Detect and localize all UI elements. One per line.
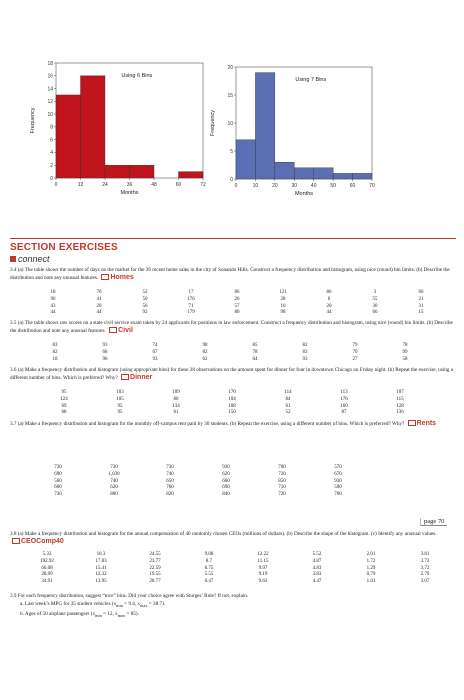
table-cell: 150 <box>228 410 236 416</box>
table-cell: 68 <box>102 349 108 355</box>
table-cell: 86 <box>326 290 332 295</box>
table-cell: 660 <box>222 478 230 484</box>
section-top-rule <box>10 238 456 239</box>
table-cell: 850 <box>278 478 286 484</box>
table-cell: 3.83 <box>312 572 322 578</box>
table-cell: 134 <box>172 403 180 409</box>
table-cell: 760 <box>166 485 174 491</box>
table-cell: 176 <box>187 296 195 302</box>
table-cell: 730 <box>110 465 118 470</box>
table-cell: 92 <box>142 310 148 316</box>
histogram-bar <box>275 162 294 179</box>
table-cell: 6 <box>327 296 331 302</box>
y-tick-label: 0 <box>230 176 233 183</box>
table-cell: 600 <box>54 485 62 491</box>
table-cell: 82 <box>302 343 308 348</box>
y-tick-label: 12 <box>47 99 53 106</box>
table-cell: 103 <box>116 390 124 395</box>
table-cell: 26 <box>234 296 240 302</box>
table-cell: 84 <box>285 396 291 402</box>
table-cell: 95 <box>117 403 123 409</box>
table-cell: 179 <box>187 310 195 316</box>
dataset-tag-civil[interactable]: Civil <box>109 327 133 335</box>
y-tick-label: 5 <box>230 148 233 155</box>
table-cell: 740 <box>110 478 118 484</box>
y-tick-label: 6 <box>50 137 53 144</box>
rents-table <box>30 465 366 499</box>
table-cell: 74 <box>152 343 158 348</box>
table-cell: 160 <box>340 403 348 409</box>
connect-icon <box>10 256 16 262</box>
chart-title: Using 6 Bins <box>121 73 153 79</box>
table-cell: 3.81 <box>420 552 430 557</box>
table-cell: 70 <box>352 349 358 355</box>
table-cell: 730 <box>166 465 174 470</box>
table-cell: 9.19 <box>258 572 268 578</box>
table-cell: 30 <box>372 303 378 309</box>
table-cell: 670 <box>334 471 342 477</box>
table-cell: 9.97 <box>258 565 268 571</box>
table-cell: 44 <box>50 310 56 316</box>
table-row <box>20 572 452 579</box>
table-cell: 3.72 <box>420 558 430 564</box>
table-cell: 930 <box>334 478 342 484</box>
table-cell: 115 <box>396 396 404 402</box>
table-cell: 1.72 <box>366 558 376 564</box>
histogram-bar <box>179 172 204 178</box>
table-cell: 8.7 <box>205 558 213 564</box>
table-row <box>30 485 366 492</box>
table-cell: 93 <box>102 343 108 348</box>
table-cell: 104 <box>228 396 236 402</box>
table-cell: 109 <box>172 390 180 395</box>
ceo-compensation-table <box>20 552 452 586</box>
data-file-icon <box>12 538 20 544</box>
table-cell: 23.77 <box>149 558 161 564</box>
x-tick-label: 70 <box>369 183 375 189</box>
exercise-3-9-a: a. Last week’s MPG for 35 student vehicles ($x_{min} = 9.4$, $x_{max} = 38.7$). <box>20 601 166 609</box>
x-tick-label: 0 <box>54 182 58 188</box>
table-cell: 82 <box>52 349 58 355</box>
table-cell: 500 <box>334 485 342 491</box>
table-cell: 80 <box>234 310 240 316</box>
histogram-bar <box>255 73 274 179</box>
table-cell: 61 <box>173 410 179 416</box>
x-tick-label: 36 <box>126 182 133 188</box>
dataset-tag-homes[interactable]: Homes <box>101 274 133 282</box>
table-cell: 27 <box>352 356 358 362</box>
table-cell: 107 <box>396 390 404 395</box>
table-cell: 17.83 <box>95 558 107 564</box>
table-cell: 95 <box>117 410 123 416</box>
table-cell: 18.3 <box>96 552 106 557</box>
table-cell: 12.32 <box>95 572 107 578</box>
table-cell: 20 <box>96 303 102 309</box>
table-cell: 22.59 <box>149 565 161 571</box>
histogram-bar <box>56 95 81 178</box>
table-cell: 108 <box>228 403 236 409</box>
table-cell: 820 <box>166 492 174 498</box>
table-row <box>30 472 366 479</box>
table-cell: 1,030 <box>108 471 120 477</box>
table-cell: 3.07 <box>420 579 430 585</box>
y-tick-label: 8 <box>50 124 53 131</box>
table-cell: 83 <box>302 349 308 355</box>
table-cell: 52 <box>142 290 148 295</box>
table-cell: 68 <box>61 410 67 416</box>
table-cell: 28 <box>280 296 286 302</box>
table-cell: 44 <box>326 310 332 316</box>
table-cell: 34.91 <box>41 579 53 585</box>
table-row <box>30 350 430 357</box>
table-cell: 840 <box>222 492 230 498</box>
table-cell: 730 <box>54 465 62 470</box>
table-cell: 44 <box>96 310 102 316</box>
x-tick-label: 30 <box>291 183 298 189</box>
table-cell: 650 <box>166 478 174 484</box>
table-cell: 114 <box>284 390 292 395</box>
table-cell: 710 <box>278 485 286 491</box>
table-cell: 192.92 <box>40 558 54 564</box>
table-cell: 720 <box>278 492 286 498</box>
exercise-3-4: 3.4 (a) The table shows the number of days on the market for the 36 recent home sales in the city of Sonando Hills. Construct a frequency distribution and histogram, using nice (round) bin limits. (b) Describe the distribution and note any unusual features. Homes <box>10 267 450 282</box>
homes-table <box>30 290 444 317</box>
y-tick-label: 15 <box>227 92 233 99</box>
table-cell: 57 <box>234 303 240 309</box>
table-cell: 66 <box>372 310 378 316</box>
histogram-bar <box>333 173 352 179</box>
table-cell: 20 <box>326 303 332 309</box>
table-cell: 67 <box>152 349 158 355</box>
table-cell: 86 <box>234 290 240 295</box>
table-cell: 1.29 <box>366 565 376 571</box>
table-cell: 4.83 <box>312 565 322 571</box>
table-row <box>36 397 428 404</box>
table-cell: 620 <box>222 471 230 477</box>
data-file-icon <box>408 420 416 426</box>
table-cell: 176 <box>340 396 348 402</box>
table-cell: 87 <box>341 410 347 416</box>
table-row <box>36 390 428 397</box>
table-cell: 5.55 <box>204 572 214 578</box>
y-tick-label: 10 <box>47 111 53 118</box>
table-cell: 105 <box>116 396 124 402</box>
table-cell: 28.09 <box>41 572 53 578</box>
table-cell: 124 <box>60 396 68 402</box>
x-tick-label: 24 <box>102 182 108 188</box>
exercise-3-8: 3.8 (a) Make a frequency distribution and histogram for the annual compensation of 40 randomly chosen CEOs (millions of dollars). (b) Describe the shape of the histogram. (c) Identify any unusual values. CEOComp40 <box>10 531 437 546</box>
exercise-3-9-b: b. Ages of 50 airplane passengers ($x_{min} = 12$, $x_{max} = 85$). <box>20 611 139 619</box>
table-cell: 4.87 <box>312 558 322 564</box>
table-cell: 20.77 <box>149 579 161 585</box>
table-cell: 18 <box>50 290 56 295</box>
table-cell: 93 <box>302 356 308 362</box>
table-cell: 930 <box>222 465 230 470</box>
table-cell: 79 <box>352 343 358 348</box>
table-cell: 96 <box>102 356 108 362</box>
table-cell: 15 <box>418 310 424 316</box>
table-row <box>20 559 452 566</box>
table-cell: 80 <box>173 396 179 402</box>
table-cell: 71 <box>188 303 194 309</box>
table-cell: 56 <box>142 303 148 309</box>
x-tick-label: 20 <box>272 183 278 189</box>
table-cell: 61 <box>285 403 291 409</box>
table-cell: 82 <box>202 349 208 355</box>
x-tick-label: 12 <box>77 182 84 188</box>
x-tick-label: 40 <box>310 183 317 189</box>
table-cell: 69 <box>61 403 67 409</box>
data-file-icon <box>109 327 117 333</box>
y-tick-label: 20 <box>227 64 233 71</box>
dinner-table <box>36 390 428 417</box>
dataset-tag-rents[interactable]: Rents <box>408 420 436 428</box>
y-axis-label: Frequency <box>210 110 216 136</box>
y-tick-label: 10 <box>227 120 233 127</box>
data-file-icon <box>101 274 109 280</box>
y-axis-label: Frequency <box>30 107 36 134</box>
table-cell: 43 <box>50 303 56 309</box>
histogram-bar <box>353 173 372 179</box>
section-title: SECTION EXERCISES <box>10 242 118 253</box>
table-cell: 31 <box>418 303 424 309</box>
table-cell: 5.52 <box>312 552 322 557</box>
dataset-tag-dinner[interactable]: Dinner <box>121 374 152 382</box>
table-cell: 12.22 <box>257 552 269 557</box>
exercise-3-7: 3.7 (a) Make a frequency distribution and histogram for the monthly off-campus rent paid by 30 students. (b) Repeat the exercise, using a different number of bins. Which is preferred? Why? Rents <box>10 420 437 427</box>
table-cell: 78 <box>252 349 258 355</box>
exercise-3-5: 3.5 (a) The table shows raw scores on a state civil service exam taken by 24 applicants for positions in law enforcement. Construct a frequency distribution and histogram, using nice (round) bin limits. (b) Describe the distribution and note any unusual features. Civil <box>10 320 453 335</box>
table-cell: 690 <box>222 485 230 491</box>
table-cell: 78 <box>402 343 408 348</box>
x-tick-label: 48 <box>151 182 157 188</box>
table-cell: 6.75 <box>204 565 214 571</box>
x-tick-label: 0 <box>234 183 238 189</box>
x-tick-label: 50 <box>330 183 336 189</box>
x-tick-label: 60 <box>349 183 356 189</box>
table-cell: 17 <box>188 290 194 295</box>
table-row <box>20 579 452 586</box>
table-cell: 95 <box>61 390 67 395</box>
table-row <box>36 410 428 417</box>
y-tick-label: 18 <box>47 60 53 67</box>
table-row <box>30 357 430 364</box>
table-cell: 0.79 <box>366 572 376 578</box>
table-cell: 800 <box>110 492 118 498</box>
table-cell: 96 <box>50 296 56 302</box>
table-cell: 99 <box>402 349 408 355</box>
table-cell: 15.41 <box>95 565 107 571</box>
x-tick-label: 10 <box>252 183 259 189</box>
table-cell: 3.72 <box>420 565 430 571</box>
histogram-bar <box>314 168 333 179</box>
histogram-figure <box>0 0 464 235</box>
histogram-bar <box>81 76 106 178</box>
table-row <box>20 566 452 573</box>
table-cell: 560 <box>54 478 62 484</box>
table-cell: 55 <box>372 296 378 302</box>
table-cell: 113 <box>340 390 348 395</box>
table-cell: 690 <box>54 471 62 477</box>
histogram-bar <box>236 140 255 179</box>
table-row <box>30 343 430 350</box>
table-cell: 58 <box>402 356 408 362</box>
table-cell: 18 <box>52 356 58 362</box>
table-row <box>36 404 428 411</box>
table-cell: 2.01 <box>366 552 376 557</box>
y-tick-label: 0 <box>50 175 53 182</box>
histogram-bar <box>130 165 155 178</box>
x-axis-label: Months <box>294 191 314 197</box>
y-tick-label: 2 <box>50 163 53 170</box>
histogram-bar <box>105 165 130 178</box>
table-cell: 98 <box>202 343 208 348</box>
x-tick-label: 60 <box>175 182 182 188</box>
table-row <box>30 465 366 472</box>
table-cell: 6.47 <box>204 579 214 585</box>
table-cell: 85 <box>252 343 258 348</box>
table-cell: 700 <box>334 492 342 498</box>
table-cell: 4.47 <box>312 579 322 585</box>
table-cell: 62 <box>202 356 208 362</box>
table-cell: 136 <box>396 410 404 416</box>
table-row <box>30 304 444 311</box>
table-cell: 21 <box>418 296 424 302</box>
histogram-6-bins <box>30 61 206 196</box>
x-axis-label: Months <box>120 190 139 196</box>
table-cell: 128 <box>396 403 404 409</box>
exercise-3-9: 3.9 For each frequency distribution, suggest “nice” bins. Did your choice agree with Sturges’ Rule? If not, explain. a. Last week’s MPG for 35 student vehicles ($x_{min} = 9.4$, $x_{max} = 38.7$). b. Ages of 50 airplane passengers ($x_{min} = 12$, $x_{max} = 85$). <box>10 592 456 621</box>
histogram-7-bins <box>210 65 375 197</box>
table-row <box>30 492 366 499</box>
table-row <box>20 552 452 559</box>
y-tick-label: 14 <box>47 86 53 93</box>
table-cell: 9.08 <box>204 552 214 557</box>
table-row <box>30 290 444 297</box>
table-cell: 720 <box>278 471 286 477</box>
dataset-tag-ceocomp40[interactable]: CEOComp40 <box>12 538 64 546</box>
table-cell: 1.01 <box>366 579 376 585</box>
table-cell: 50 <box>142 296 148 302</box>
table-cell: 16 <box>280 303 286 309</box>
table-cell: 121 <box>279 290 287 295</box>
table-cell: 3 <box>373 290 377 295</box>
table-cell: 9.63 <box>258 579 268 585</box>
table-cell: 700 <box>278 465 286 470</box>
table-cell: 740 <box>166 471 174 477</box>
table-cell: 570 <box>334 465 342 470</box>
exercise-3-6: 3.6 (a) Make a frequency distribution and histogram (using appropriate bins) for these 28 observations on the amount spent for dinner for four in downtown Chicago on Friday night. (b) Repeat the exercise, using a different number of bins. Which is preferred? Why? Dinner <box>10 367 453 382</box>
table-cell: 11.15 <box>257 558 269 564</box>
table-cell: 83 <box>52 343 58 348</box>
table-row <box>30 479 366 486</box>
table-cell: 93 <box>152 356 158 362</box>
table-row <box>30 310 444 317</box>
table-cell: 66.08 <box>41 565 53 571</box>
chart-title: Using 7 Bins <box>295 77 327 83</box>
table-cell: 13.95 <box>95 579 107 585</box>
table-cell: 620 <box>110 485 118 491</box>
table-cell: 98 <box>280 310 286 316</box>
page-number: page 70 <box>420 518 447 526</box>
table-cell: 64 <box>252 356 258 362</box>
y-tick-label: 4 <box>50 150 53 157</box>
table-cell: 2.79 <box>420 572 430 578</box>
y-tick-label: 16 <box>47 73 53 80</box>
histogram-bar <box>294 168 313 179</box>
table-cell: 24.55 <box>149 552 161 557</box>
data-file-icon <box>121 374 129 380</box>
table-cell: 52 <box>285 410 291 416</box>
table-cell: 170 <box>228 390 236 395</box>
table-cell: 41 <box>96 296 102 302</box>
connect-logo: connect <box>10 254 50 264</box>
table-cell: 70 <box>96 290 102 295</box>
table-cell: 19.55 <box>149 572 161 578</box>
x-tick-label: 72 <box>200 182 206 188</box>
table-cell: 5.33 <box>42 552 52 557</box>
table-cell: 730 <box>54 492 62 498</box>
table-cell: 66 <box>418 290 424 295</box>
civil-table <box>30 343 430 363</box>
table-row <box>30 297 444 304</box>
